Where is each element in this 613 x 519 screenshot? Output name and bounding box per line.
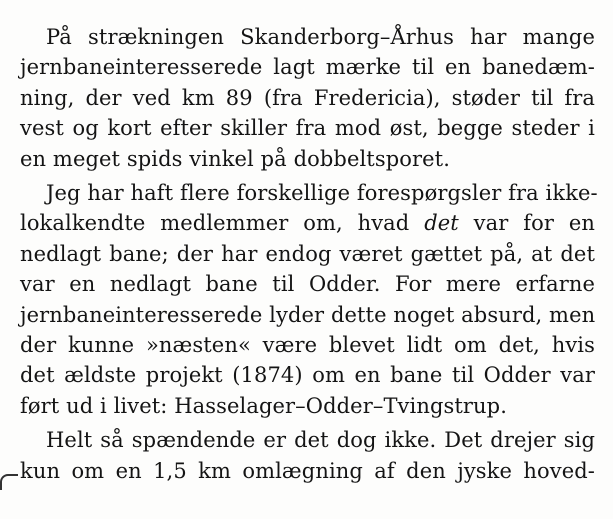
text-line: var en nedlagt bane til Odder. For mere erfarne <box>20 272 595 297</box>
text-line: vest og kort efter skiller fra mod øst, begge steder i <box>20 116 595 141</box>
emphasis-word: det <box>424 211 459 236</box>
text-segment: lokalkendte medlemmer om, hvad <box>20 211 425 236</box>
text-line: jernbaneinteresserede lagt mærke til en banedæm- <box>20 55 595 80</box>
text-line: en meget spids vinkel på dobbeltsporet. <box>20 146 450 171</box>
text-line: Jeg har haft flere forskellige forespørgsler fra ikke- <box>46 181 598 206</box>
text-line: nedlagt bane; der har endog været gættet på, at det <box>20 241 595 266</box>
text-line: der kunne »næsten« være blevet lidt om det, hvis <box>20 333 595 358</box>
text-segment: var for en <box>458 211 595 236</box>
text-line: det ældste projekt (1874) om en bane til Odder var <box>20 363 595 388</box>
paragraph-2 <box>20 178 598 421</box>
text-line: ning, der ved km 89 (fra Fredericia), støder til fra <box>20 85 595 110</box>
text-line: Helt så spændende er det dog ikke. Det drejer sig <box>46 428 595 453</box>
scan-artifact-mark <box>0 474 18 490</box>
body-text <box>20 22 598 486</box>
paragraph-1 <box>20 22 595 174</box>
text-line: På strækningen Skanderborg–Århus har mange <box>46 25 595 49</box>
paragraph-3 <box>20 425 595 486</box>
text-line: kun om en 1,5 km omlægning af den jyske hoved- <box>20 458 595 483</box>
text-line-with-emphasis <box>20 208 595 238</box>
text-line: ført ud i livet: Hasselager–Odder–Tvingstrup. <box>20 393 507 418</box>
text-line: jernbaneinteresserede lyder dette noget absurd, men <box>20 302 596 327</box>
